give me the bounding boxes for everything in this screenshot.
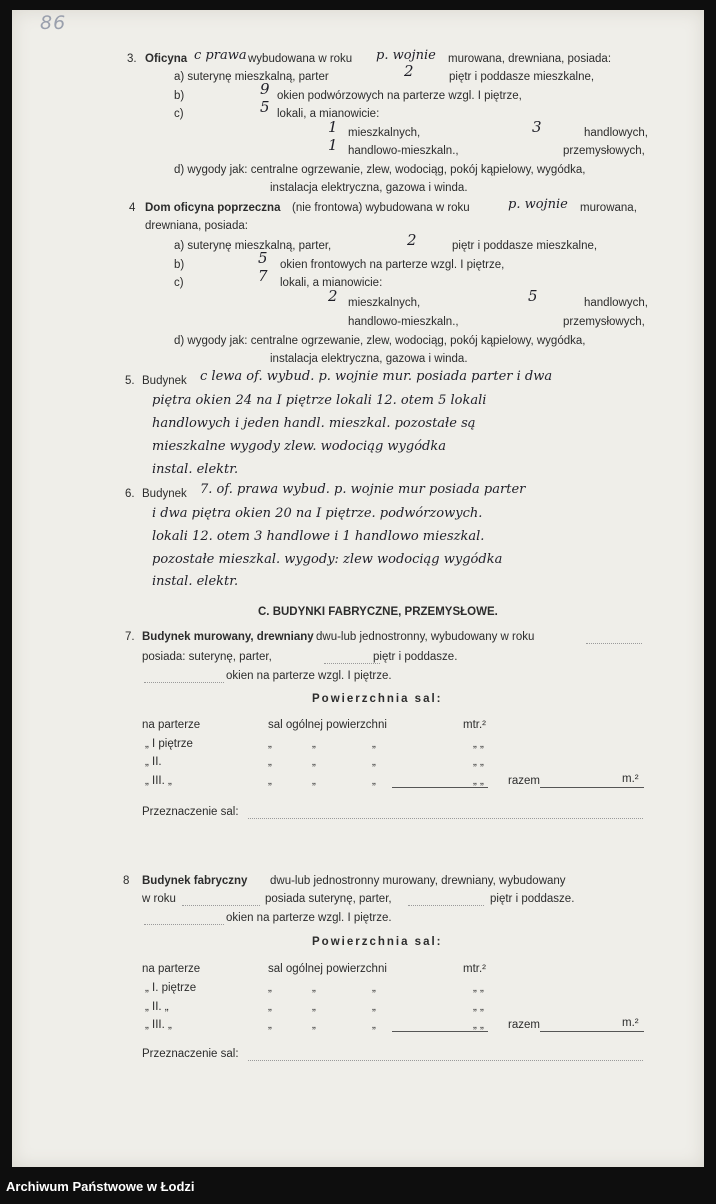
s3-c: c) bbox=[174, 108, 184, 120]
s5-hw-line: handlowych i jeden handl. mieszkal. pozostałe są bbox=[152, 416, 476, 431]
s5-hw-line: piętra okien 24 na I piętrze lokali 12. otem 5 lokali bbox=[152, 393, 487, 408]
s4-cont: drewniana, posiada: bbox=[145, 220, 248, 232]
pencil-page-number: 86 bbox=[40, 12, 67, 34]
s8-r2-a: „ I. piętrze bbox=[145, 982, 197, 994]
s7-r4-q1: „ bbox=[268, 775, 272, 787]
s7-r2-qq: „ „ bbox=[473, 738, 484, 750]
s4-b-rest: okien frontowych na parterze wzgl. I piętrze, bbox=[280, 259, 505, 271]
s5-hw-line: c lewa of. wybud. p. wojnie mur. posiada parter i dwa bbox=[200, 369, 553, 384]
s7-r2-q3: „ bbox=[372, 738, 376, 750]
s4-year-hw: p. wojnie bbox=[508, 197, 568, 212]
s7-razem-field[interactable] bbox=[540, 787, 644, 788]
s8-line3: okien na parterze wzgl. I piętrze. bbox=[226, 912, 392, 924]
s7-title-rest: dwu-lub jednostronny, wybudowany w roku bbox=[316, 631, 535, 643]
s7-floors-field[interactable] bbox=[324, 663, 380, 664]
s8-line2-c: piętr i poddasze. bbox=[490, 893, 575, 905]
s8-przezn-field[interactable] bbox=[248, 1060, 643, 1061]
s4-title: Dom oficyna poprzeczna bbox=[145, 202, 281, 214]
s3-m1-label2: handlowych, bbox=[584, 127, 648, 139]
s7-r4-a: „ III. „ bbox=[145, 775, 172, 787]
s8-r4-q1: „ bbox=[268, 1019, 272, 1031]
s5-label: Budynek bbox=[142, 375, 187, 387]
s8-r4-qq: „ „ bbox=[473, 1019, 484, 1031]
s3-side-hw: c prawa bbox=[194, 48, 247, 63]
s6-hw-line: instal. elektr. bbox=[152, 574, 239, 589]
s7-title: Budynek murowany, drewniany bbox=[142, 631, 314, 643]
s3-b-hw: 9 bbox=[260, 80, 270, 98]
s3-m2-label: handlowo-mieszkaln., bbox=[348, 145, 459, 157]
s4-m1-label2: handlowych, bbox=[584, 297, 648, 309]
s4-c-hw: 7 bbox=[258, 267, 268, 285]
s7-r3-q2: „ bbox=[312, 756, 316, 768]
s4-m2-label: handlowo-mieszkaln., bbox=[348, 316, 459, 328]
s4-b: b) bbox=[174, 259, 185, 271]
s7-line2-b: piętr i poddasze. bbox=[373, 651, 458, 663]
s3-title-rest: wybudowana w roku bbox=[248, 53, 353, 65]
s7-pow-title: Powierzchnia sal: bbox=[312, 693, 443, 705]
s7-r3-qq: „ „ bbox=[473, 756, 484, 768]
s4-number: 4 bbox=[129, 202, 136, 214]
s3-m2-hw: 1 bbox=[328, 136, 338, 154]
s4-m1-hw: 2 bbox=[328, 287, 338, 305]
s8-r1-a: na parterze bbox=[142, 963, 201, 975]
s8-r2-q3: „ bbox=[372, 982, 376, 994]
s8-r4-a: „ III. „ bbox=[145, 1019, 172, 1031]
s3-m1-label: mieszkalnych, bbox=[348, 127, 421, 139]
s8-r1-b: sal ogólnej powierzchni bbox=[268, 963, 387, 975]
s7-przezn-field[interactable] bbox=[248, 818, 643, 819]
s7-r3-q3: „ bbox=[372, 756, 376, 768]
s8-r3-a: „ II. „ bbox=[145, 1001, 169, 1013]
s7-przezn: Przeznaczenie sal: bbox=[142, 806, 239, 818]
document-page bbox=[12, 10, 704, 1167]
s8-r3-qq: „ „ bbox=[473, 1001, 484, 1013]
s8-floors-field[interactable] bbox=[408, 905, 484, 906]
s7-r1-c: mtr.² bbox=[463, 719, 486, 731]
s3-a: a) suterynę mieszkalną, parter bbox=[174, 71, 329, 83]
s3-b-rest: okien podwórzowych na parterze wzgl. I piętrze, bbox=[277, 90, 522, 102]
s8-r4-q3: „ bbox=[372, 1019, 376, 1031]
s8-number: 8 bbox=[123, 875, 130, 887]
s5-hw-line: instal. elektr. bbox=[152, 462, 239, 477]
s6-hw-line: 7. of. prawa wybud. p. wojnie mur posiada parter bbox=[200, 482, 526, 497]
s7-number: 7. bbox=[125, 631, 135, 643]
s7-r2-q2: „ bbox=[312, 738, 316, 750]
s8-windows-field[interactable] bbox=[144, 924, 224, 925]
s7-r3-a: „ II. bbox=[145, 756, 162, 768]
s7-r1-a: na parterze bbox=[142, 719, 201, 731]
s4-a: a) suterynę mieszkalną, parter, bbox=[174, 240, 332, 252]
archive-footer bbox=[0, 1170, 716, 1204]
s7-line3: okien na parterze wzgl. I piętrze. bbox=[226, 670, 392, 682]
s6-hw-line: i dwa piętra okien 20 na I piętrze. podwórzowych. bbox=[152, 506, 483, 521]
s4-m1-hw2: 5 bbox=[528, 287, 538, 305]
s3-number: 3. bbox=[127, 53, 137, 65]
s7-r3-q1: „ bbox=[268, 756, 272, 768]
s8-razem-field[interactable] bbox=[540, 1031, 644, 1032]
s7-r2-a: „ I piętrze bbox=[145, 738, 193, 750]
s8-r2-q1: „ bbox=[268, 982, 272, 994]
s8-r4-q2: „ bbox=[312, 1019, 316, 1031]
s3-title: Oficyna bbox=[145, 53, 188, 65]
s4-a-rest: piętr i poddasze mieszkalne, bbox=[452, 240, 598, 252]
s4-b-hw: 5 bbox=[258, 249, 268, 267]
s4-c: c) bbox=[174, 277, 184, 289]
s3-a-hw: 2 bbox=[404, 62, 414, 80]
s3-c-hw: 5 bbox=[260, 98, 270, 116]
s8-razem: razem bbox=[508, 1019, 540, 1031]
s4-materials: murowana, bbox=[580, 202, 637, 214]
s5-hw-line: mieszkalne wygody zlew. wodociąg wygódka bbox=[152, 439, 446, 454]
s4-d-cont: instalacja elektryczna, gazowa i winda. bbox=[270, 353, 468, 365]
s3-year-hw: p. wojnie bbox=[376, 48, 436, 63]
s8-pow-title: Powierzchnia sal: bbox=[312, 936, 443, 948]
s3-materials: murowana, drewniana, posiada: bbox=[448, 53, 612, 65]
s6-number: 6. bbox=[125, 488, 135, 500]
s4-d: d) wygody jak: centralne ogrzewanie, zlew, wodociąg, pokój kąpielowy, wygódka, bbox=[174, 335, 586, 347]
s8-m2: m.² bbox=[622, 1017, 639, 1029]
s8-r2-qq: „ „ bbox=[473, 982, 484, 994]
s3-a-rest: piętr i poddasze mieszkalne, bbox=[449, 71, 595, 83]
s8-r3-q1: „ bbox=[268, 1001, 272, 1013]
s8-r1-c: mtr.² bbox=[463, 963, 486, 975]
s3-d-cont: instalacja elektryczna, gazowa i winda. bbox=[270, 182, 468, 194]
s8-title: Budynek fabryczny bbox=[142, 875, 248, 887]
s4-title-rest: (nie frontowa) wybudowana w roku bbox=[292, 202, 470, 214]
s3-b: b) bbox=[174, 90, 185, 102]
s3-m2-label2: przemysłowych, bbox=[563, 145, 645, 157]
s4-a-hw: 2 bbox=[407, 231, 417, 249]
s8-r2-q2: „ bbox=[312, 982, 316, 994]
archive-name: Archiwum Państwowe w Łodzi bbox=[6, 1179, 195, 1194]
s8-przezn: Przeznaczenie sal: bbox=[142, 1048, 239, 1060]
s7-windows-field[interactable] bbox=[144, 682, 224, 683]
s7-r4-qq: „ „ bbox=[473, 775, 484, 787]
section-c-heading: C. BUDYNKI FABRYCZNE, PRZEMYSŁOWE. bbox=[258, 606, 498, 618]
s7-year-field[interactable] bbox=[586, 643, 642, 644]
s7-r4-q3: „ bbox=[372, 775, 376, 787]
s3-m1-hw: 1 bbox=[328, 118, 338, 136]
s7-r2-q1: „ bbox=[268, 738, 272, 750]
s8-year-field[interactable] bbox=[182, 905, 260, 906]
s6-hw-line: lokali 12. otem 3 handlowe i 1 handlowo mieszkal. bbox=[152, 529, 485, 544]
s8-r3-q3: „ bbox=[372, 1001, 376, 1013]
s6-label: Budynek bbox=[142, 488, 187, 500]
s5-number: 5. bbox=[125, 375, 135, 387]
s8-line2-a: w roku bbox=[142, 893, 176, 905]
s7-m2: m.² bbox=[622, 773, 639, 785]
s7-line2-a: posiada: suterynę, parter, bbox=[142, 651, 272, 663]
s3-c-rest: lokali, a mianowicie: bbox=[277, 108, 380, 120]
s7-razem: razem bbox=[508, 775, 540, 787]
s8-title-rest: dwu-lub jednostronny murowany, drewniany, wybudowany bbox=[270, 875, 566, 887]
s8-r3-q2: „ bbox=[312, 1001, 316, 1013]
s8-line2-b: posiada suterynę, parter, bbox=[265, 893, 392, 905]
s3-d: d) wygody jak: centralne ogrzewanie, zlew, wodociąg, pokój kąpielowy, wygódka, bbox=[174, 164, 586, 176]
s4-c-rest: lokali, a mianowicie: bbox=[280, 277, 383, 289]
s6-hw-line: pozostałe mieszkal. wygody: zlew wodociąg wygódka bbox=[152, 552, 503, 567]
s4-m2-label2: przemysłowych, bbox=[563, 316, 645, 328]
s4-m1-label: mieszkalnych, bbox=[348, 297, 421, 309]
s3-m1-hw2: 3 bbox=[532, 118, 542, 136]
s7-r4-q2: „ bbox=[312, 775, 316, 787]
s7-r1-b: sal ogólnej powierzchni bbox=[268, 719, 387, 731]
